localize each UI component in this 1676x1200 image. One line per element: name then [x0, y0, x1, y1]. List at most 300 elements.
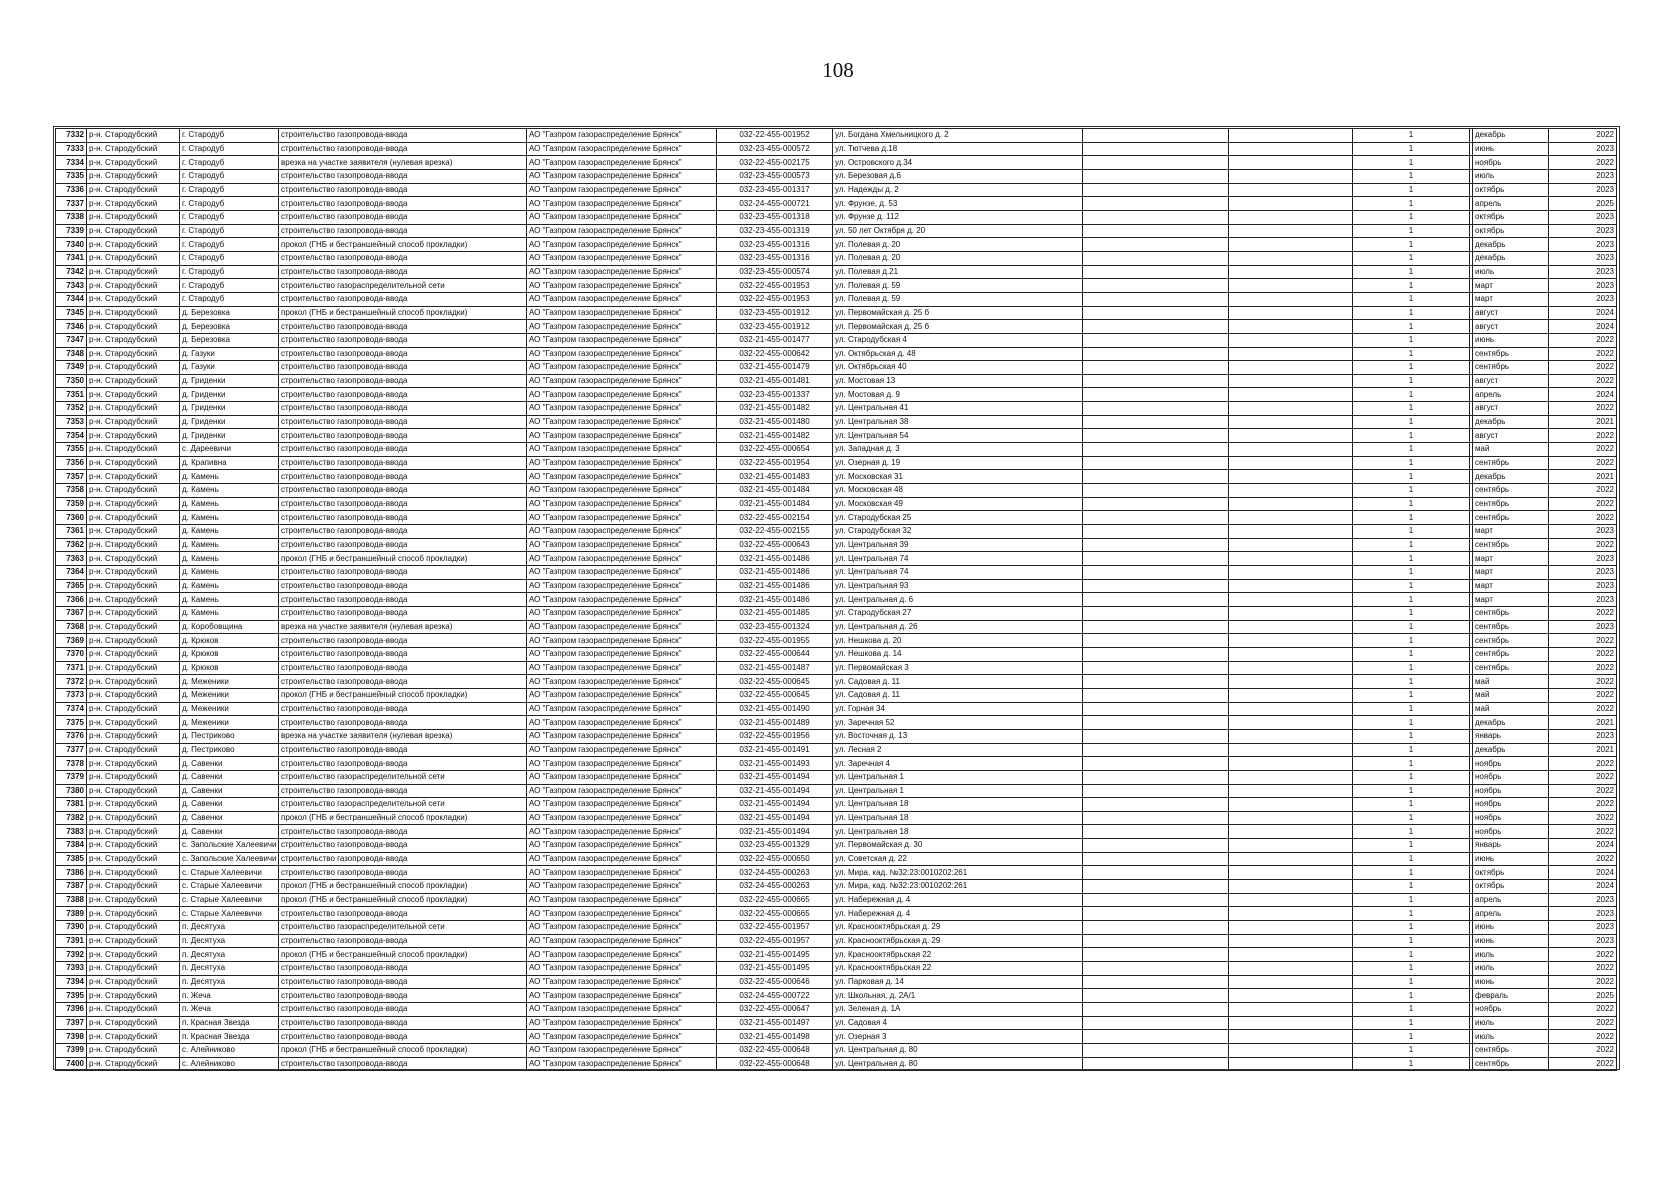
- blank-cell-a: [1083, 320, 1229, 334]
- organization-cell: АО "Газпром газораспределение Брянск": [527, 743, 717, 757]
- organization-cell: АО "Газпром газораспределение Брянск": [527, 593, 717, 607]
- table-row: [56, 552, 1617, 566]
- month-cell: март: [1473, 279, 1549, 293]
- settlement-cell: г. Стародуб: [180, 292, 279, 306]
- year-cell: 2022: [1549, 1030, 1617, 1044]
- district-cell: р-н. Стародубский: [87, 443, 180, 457]
- year-cell: 2022: [1549, 347, 1617, 361]
- work-type-cell: строительство газопровода-ввода: [279, 251, 527, 265]
- organization-cell: АО "Газпром газораспределение Брянск": [527, 948, 717, 962]
- address-cell: ул. Набережная д. 4: [833, 893, 1083, 907]
- row-number-cell: 7345: [56, 306, 87, 320]
- settlement-cell: г. Стародуб: [180, 156, 279, 170]
- organization-cell: АО "Газпром газораспределение Брянск": [527, 142, 717, 156]
- blank-cell-b: [1229, 1016, 1353, 1030]
- settlement-cell: д. Коробовщина: [180, 620, 279, 634]
- blank-cell-a: [1083, 224, 1229, 238]
- application-number-cell: 032-22-455-001952: [717, 129, 833, 143]
- row-number-cell: 7379: [56, 770, 87, 784]
- work-type-cell: строительство газопровода-ввода: [279, 1003, 527, 1017]
- organization-cell: АО "Газпром газораспределение Брянск": [527, 811, 717, 825]
- settlement-cell: д. Крапивна: [180, 456, 279, 470]
- application-number-cell: 032-21-455-001482: [717, 402, 833, 416]
- blank-cell-b: [1229, 306, 1353, 320]
- blank-cell-b: [1229, 1030, 1353, 1044]
- blank-cell-a: [1083, 798, 1229, 812]
- district-cell: р-н. Стародубский: [87, 224, 180, 238]
- month-cell: ноябрь: [1473, 825, 1549, 839]
- row-number-cell: 7396: [56, 1003, 87, 1017]
- year-cell: 2022: [1549, 770, 1617, 784]
- organization-cell: АО "Газпром газораспределение Брянск": [527, 1016, 717, 1030]
- year-cell: 2022: [1549, 1003, 1617, 1017]
- table-row: [56, 538, 1617, 552]
- blank-cell-a: [1083, 279, 1229, 293]
- organization-cell: АО "Газпром газораспределение Брянск": [527, 566, 717, 580]
- month-cell: октябрь: [1473, 210, 1549, 224]
- organization-cell: АО "Газпром газораспределение Брянск": [527, 962, 717, 976]
- month-cell: июль: [1473, 1016, 1549, 1030]
- month-cell: апрель: [1473, 388, 1549, 402]
- work-type-cell: строительство газопровода-ввода: [279, 443, 527, 457]
- address-cell: ул. Центральная 18: [833, 798, 1083, 812]
- blank-cell-a: [1083, 907, 1229, 921]
- month-cell: апрель: [1473, 893, 1549, 907]
- address-cell: ул. Лесная 2: [833, 743, 1083, 757]
- blank-cell-a: [1083, 962, 1229, 976]
- blank-cell-a: [1083, 429, 1229, 443]
- quantity-cell: 1: [1353, 880, 1470, 894]
- blank-cell-b: [1229, 251, 1353, 265]
- blank-cell-b: [1229, 606, 1353, 620]
- table-row: [56, 429, 1617, 443]
- work-type-cell: строительство газопровода-ввода: [279, 197, 527, 211]
- address-cell: ул. Стародубская 25: [833, 511, 1083, 525]
- address-cell: ул. Березовая д.6: [833, 169, 1083, 183]
- work-type-cell: прокол (ГНБ и бестраншейный способ прокладки): [279, 688, 527, 702]
- organization-cell: АО "Газпром газораспределение Брянск": [527, 169, 717, 183]
- blank-cell-b: [1229, 770, 1353, 784]
- address-cell: ул. Краснооктябрьская 22: [833, 962, 1083, 976]
- blank-cell-b: [1229, 497, 1353, 511]
- address-cell: ул. Центральная 93: [833, 579, 1083, 593]
- year-cell: 2022: [1549, 497, 1617, 511]
- quantity-cell: 1: [1353, 333, 1470, 347]
- blank-cell-b: [1229, 948, 1353, 962]
- blank-cell-a: [1083, 716, 1229, 730]
- district-cell: р-н. Стародубский: [87, 661, 180, 675]
- blank-cell-a: [1083, 197, 1229, 211]
- district-cell: р-н. Стародубский: [87, 361, 180, 375]
- application-number-cell: 032-21-455-001498: [717, 1030, 833, 1044]
- blank-cell-a: [1083, 566, 1229, 580]
- table-row: [56, 456, 1617, 470]
- year-cell: 2024: [1549, 839, 1617, 853]
- district-cell: р-н. Стародубский: [87, 566, 180, 580]
- organization-cell: АО "Газпром газораспределение Брянск": [527, 484, 717, 498]
- application-number-cell: 032-21-455-001495: [717, 948, 833, 962]
- year-cell: 2022: [1549, 798, 1617, 812]
- address-cell: ул. Первомайская д. 25 б: [833, 306, 1083, 320]
- address-cell: ул. Центральная д. 80: [833, 1057, 1083, 1071]
- row-number-cell: 7374: [56, 702, 87, 716]
- organization-cell: АО "Газпром газораспределение Брянск": [527, 716, 717, 730]
- row-number-cell: 7397: [56, 1016, 87, 1030]
- settlement-cell: г. Стародуб: [180, 224, 279, 238]
- blank-cell-a: [1083, 306, 1229, 320]
- quantity-cell: 1: [1353, 893, 1470, 907]
- organization-cell: АО "Газпром газораспределение Брянск": [527, 265, 717, 279]
- row-number-cell: 7399: [56, 1043, 87, 1057]
- table-row: [56, 962, 1617, 976]
- settlement-cell: п. Десятуха: [180, 962, 279, 976]
- blank-cell-b: [1229, 388, 1353, 402]
- work-type-cell: строительство газопровода-ввода: [279, 538, 527, 552]
- month-cell: ноябрь: [1473, 811, 1549, 825]
- blank-cell-a: [1083, 183, 1229, 197]
- month-cell: сентябрь: [1473, 1043, 1549, 1057]
- address-cell: ул. Стародубская 4: [833, 333, 1083, 347]
- application-number-cell: 032-21-455-001486: [717, 579, 833, 593]
- address-cell: ул. Тютчева д.18: [833, 142, 1083, 156]
- organization-cell: АО "Газпром газораспределение Брянск": [527, 456, 717, 470]
- month-cell: март: [1473, 566, 1549, 580]
- application-number-cell: 032-21-455-001484: [717, 484, 833, 498]
- row-number-cell: 7363: [56, 552, 87, 566]
- settlement-cell: п. Красная Звезда: [180, 1030, 279, 1044]
- address-cell: ул. Восточная д. 13: [833, 729, 1083, 743]
- blank-cell-a: [1083, 511, 1229, 525]
- row-number-cell: 7370: [56, 647, 87, 661]
- district-cell: р-н. Стародубский: [87, 975, 180, 989]
- application-number-cell: 032-22-455-001957: [717, 921, 833, 935]
- row-number-cell: 7384: [56, 839, 87, 853]
- quantity-cell: 1: [1353, 606, 1470, 620]
- work-type-cell: строительство газопровода-ввода: [279, 702, 527, 716]
- settlement-cell: п. Десятуха: [180, 934, 279, 948]
- district-cell: р-н. Стародубский: [87, 429, 180, 443]
- row-number-cell: 7337: [56, 197, 87, 211]
- address-cell: ул. Центральная д. 26: [833, 620, 1083, 634]
- district-cell: р-н. Стародубский: [87, 470, 180, 484]
- table-row: [56, 566, 1617, 580]
- application-number-cell: 032-21-455-001494: [717, 825, 833, 839]
- settlement-cell: г. Стародуб: [180, 197, 279, 211]
- settlement-cell: д. Камень: [180, 593, 279, 607]
- table-row: [56, 306, 1617, 320]
- settlement-cell: д. Камень: [180, 470, 279, 484]
- settlement-cell: д. Гриденки: [180, 429, 279, 443]
- blank-cell-b: [1229, 443, 1353, 457]
- settlement-cell: г. Стародуб: [180, 142, 279, 156]
- organization-cell: АО "Газпром газораспределение Брянск": [527, 374, 717, 388]
- table-row: [56, 497, 1617, 511]
- address-cell: ул. Краснооктябрьская д. 29: [833, 921, 1083, 935]
- address-cell: ул. Центральная 1: [833, 770, 1083, 784]
- organization-cell: АО "Газпром газораспределение Брянск": [527, 224, 717, 238]
- work-type-cell: строительство газопровода-ввода: [279, 347, 527, 361]
- blank-cell-b: [1229, 798, 1353, 812]
- address-cell: ул. Садовая д. 11: [833, 688, 1083, 702]
- blank-cell-b: [1229, 238, 1353, 252]
- quantity-cell: 1: [1353, 511, 1470, 525]
- blank-cell-b: [1229, 743, 1353, 757]
- row-number-cell: 7342: [56, 265, 87, 279]
- quantity-cell: 1: [1353, 484, 1470, 498]
- table-row: [56, 265, 1617, 279]
- row-number-cell: 7343: [56, 279, 87, 293]
- settlement-cell: с. Дареевичи: [180, 443, 279, 457]
- table-row: [56, 361, 1617, 375]
- settlement-cell: д. Березовка: [180, 306, 279, 320]
- row-number-cell: 7332: [56, 129, 87, 143]
- work-type-cell: врезка на участке заявителя (нулевая врезка): [279, 729, 527, 743]
- district-cell: р-н. Стародубский: [87, 1016, 180, 1030]
- application-number-cell: 032-21-455-001479: [717, 361, 833, 375]
- month-cell: август: [1473, 374, 1549, 388]
- quantity-cell: 1: [1353, 388, 1470, 402]
- row-number-cell: 7367: [56, 606, 87, 620]
- blank-cell-a: [1083, 661, 1229, 675]
- table-row: [56, 470, 1617, 484]
- year-cell: 2022: [1549, 333, 1617, 347]
- month-cell: июнь: [1473, 852, 1549, 866]
- district-cell: р-н. Стародубский: [87, 415, 180, 429]
- application-number-cell: 032-21-455-001491: [717, 743, 833, 757]
- work-type-cell: строительство газопровода-ввода: [279, 825, 527, 839]
- year-cell: 2023: [1549, 934, 1617, 948]
- quantity-cell: 1: [1353, 415, 1470, 429]
- settlement-cell: д. Березовка: [180, 333, 279, 347]
- application-number-cell: 032-22-455-000643: [717, 538, 833, 552]
- settlement-cell: д. Камень: [180, 484, 279, 498]
- table-row: [56, 1003, 1617, 1017]
- address-cell: ул. Стародубская 27: [833, 606, 1083, 620]
- year-cell: 2022: [1549, 156, 1617, 170]
- register-body: [56, 129, 1617, 1071]
- application-number-cell: 032-22-455-002154: [717, 511, 833, 525]
- month-cell: январь: [1473, 729, 1549, 743]
- blank-cell-a: [1083, 361, 1229, 375]
- district-cell: р-н. Стародубский: [87, 525, 180, 539]
- year-cell: 2022: [1549, 484, 1617, 498]
- quantity-cell: 1: [1353, 757, 1470, 771]
- blank-cell-b: [1229, 484, 1353, 498]
- row-number-cell: 7386: [56, 866, 87, 880]
- address-cell: ул. Московская 48: [833, 484, 1083, 498]
- blank-cell-b: [1229, 1057, 1353, 1071]
- quantity-cell: 1: [1353, 743, 1470, 757]
- district-cell: р-н. Стародубский: [87, 852, 180, 866]
- address-cell: ул. Центральная 74: [833, 566, 1083, 580]
- blank-cell-b: [1229, 579, 1353, 593]
- table-row: [56, 921, 1617, 935]
- work-type-cell: строительство газопровода-ввода: [279, 142, 527, 156]
- quantity-cell: 1: [1353, 620, 1470, 634]
- organization-cell: АО "Газпром газораспределение Брянск": [527, 1003, 717, 1017]
- organization-cell: АО "Газпром газораспределение Брянск": [527, 388, 717, 402]
- organization-cell: АО "Газпром газораспределение Брянск": [527, 347, 717, 361]
- year-cell: 2022: [1549, 825, 1617, 839]
- district-cell: р-н. Стародубский: [87, 306, 180, 320]
- table-row: [56, 511, 1617, 525]
- blank-cell-b: [1229, 210, 1353, 224]
- month-cell: сентябрь: [1473, 647, 1549, 661]
- application-number-cell: 032-21-455-001490: [717, 702, 833, 716]
- application-number-cell: 032-22-455-001956: [717, 729, 833, 743]
- organization-cell: АО "Газпром газораспределение Брянск": [527, 661, 717, 675]
- blank-cell-b: [1229, 688, 1353, 702]
- district-cell: р-н. Стародубский: [87, 989, 180, 1003]
- district-cell: р-н. Стародубский: [87, 825, 180, 839]
- register-table: [55, 128, 1617, 1071]
- work-type-cell: строительство газопровода-ввода: [279, 606, 527, 620]
- application-number-cell: 032-23-455-001316: [717, 238, 833, 252]
- table-row: [56, 839, 1617, 853]
- year-cell: 2023: [1549, 525, 1617, 539]
- quantity-cell: 1: [1353, 156, 1470, 170]
- row-number-cell: 7394: [56, 975, 87, 989]
- month-cell: сентябрь: [1473, 634, 1549, 648]
- table-row: [56, 593, 1617, 607]
- organization-cell: АО "Газпром газораспределение Брянск": [527, 757, 717, 771]
- quantity-cell: 1: [1353, 975, 1470, 989]
- year-cell: 2022: [1549, 975, 1617, 989]
- organization-cell: АО "Газпром газораспределение Брянск": [527, 579, 717, 593]
- table-row: [56, 688, 1617, 702]
- table-row: [56, 579, 1617, 593]
- district-cell: р-н. Стародубский: [87, 238, 180, 252]
- district-cell: р-н. Стародубский: [87, 320, 180, 334]
- blank-cell-b: [1229, 893, 1353, 907]
- organization-cell: АО "Газпром газораспределение Брянск": [527, 784, 717, 798]
- application-number-cell: 032-21-455-001494: [717, 798, 833, 812]
- table-row: [56, 811, 1617, 825]
- blank-cell-b: [1229, 511, 1353, 525]
- table-row: [56, 948, 1617, 962]
- application-number-cell: 032-21-455-001497: [717, 1016, 833, 1030]
- district-cell: р-н. Стародубский: [87, 1030, 180, 1044]
- district-cell: р-н. Стародубский: [87, 142, 180, 156]
- district-cell: р-н. Стародубский: [87, 1043, 180, 1057]
- application-number-cell: 032-21-455-001495: [717, 962, 833, 976]
- address-cell: ул. Московская 49: [833, 497, 1083, 511]
- year-cell: 2023: [1549, 921, 1617, 935]
- quantity-cell: 1: [1353, 716, 1470, 730]
- application-number-cell: 032-23-455-001912: [717, 306, 833, 320]
- table-row: [56, 197, 1617, 211]
- table-row: [56, 798, 1617, 812]
- row-number-cell: 7381: [56, 798, 87, 812]
- table-row: [56, 661, 1617, 675]
- settlement-cell: г. Стародуб: [180, 251, 279, 265]
- settlement-cell: г. Стародуб: [180, 129, 279, 143]
- year-cell: 2022: [1549, 661, 1617, 675]
- blank-cell-a: [1083, 675, 1229, 689]
- quantity-cell: 1: [1353, 811, 1470, 825]
- work-type-cell: строительство газопровода-ввода: [279, 470, 527, 484]
- work-type-cell: строительство газопровода-ввода: [279, 743, 527, 757]
- blank-cell-a: [1083, 989, 1229, 1003]
- quantity-cell: 1: [1353, 1043, 1470, 1057]
- quantity-cell: 1: [1353, 784, 1470, 798]
- row-number-cell: 7365: [56, 579, 87, 593]
- blank-cell-a: [1083, 839, 1229, 853]
- blank-cell-a: [1083, 265, 1229, 279]
- month-cell: июнь: [1473, 934, 1549, 948]
- address-cell: ул. Фрунзе д. 112: [833, 210, 1083, 224]
- organization-cell: АО "Газпром газораспределение Брянск": [527, 525, 717, 539]
- settlement-cell: д. Гриденки: [180, 402, 279, 416]
- organization-cell: АО "Газпром газораспределение Брянск": [527, 183, 717, 197]
- blank-cell-b: [1229, 456, 1353, 470]
- blank-cell-b: [1229, 538, 1353, 552]
- address-cell: ул. Парковая д. 14: [833, 975, 1083, 989]
- district-cell: р-н. Стародубский: [87, 197, 180, 211]
- blank-cell-a: [1083, 948, 1229, 962]
- settlement-cell: с. Старые Халеевичи: [180, 880, 279, 894]
- organization-cell: АО "Газпром газораспределение Брянск": [527, 538, 717, 552]
- application-number-cell: 032-22-455-000642: [717, 347, 833, 361]
- row-number-cell: 7376: [56, 729, 87, 743]
- application-number-cell: 032-24-455-000263: [717, 880, 833, 894]
- year-cell: 2022: [1549, 1043, 1617, 1057]
- application-number-cell: 032-22-455-001953: [717, 292, 833, 306]
- address-cell: ул. Первомайская д. 30: [833, 839, 1083, 853]
- year-cell: 2023: [1549, 893, 1617, 907]
- work-type-cell: строительство газопровода-ввода: [279, 456, 527, 470]
- address-cell: ул. Заречная 52: [833, 716, 1083, 730]
- year-cell: 2022: [1549, 852, 1617, 866]
- organization-cell: АО "Газпром газораспределение Брянск": [527, 210, 717, 224]
- year-cell: 2023: [1549, 210, 1617, 224]
- month-cell: март: [1473, 552, 1549, 566]
- settlement-cell: д. Березовка: [180, 320, 279, 334]
- quantity-cell: 1: [1353, 443, 1470, 457]
- blank-cell-b: [1229, 1043, 1353, 1057]
- blank-cell-a: [1083, 880, 1229, 894]
- settlement-cell: п. Жеча: [180, 1003, 279, 1017]
- settlement-cell: д. Меженики: [180, 702, 279, 716]
- settlement-cell: с. Старые Халеевичи: [180, 893, 279, 907]
- year-cell: 2022: [1549, 757, 1617, 771]
- blank-cell-a: [1083, 702, 1229, 716]
- month-cell: апрель: [1473, 907, 1549, 921]
- settlement-cell: с. Запольские Халеевичи: [180, 839, 279, 853]
- organization-cell: АО "Газпром газораспределение Брянск": [527, 361, 717, 375]
- work-type-cell: прокол (ГНБ и бестраншейный способ прокладки): [279, 306, 527, 320]
- quantity-cell: 1: [1353, 702, 1470, 716]
- month-cell: декабрь: [1473, 470, 1549, 484]
- row-number-cell: 7361: [56, 525, 87, 539]
- blank-cell-b: [1229, 402, 1353, 416]
- month-cell: сентябрь: [1473, 484, 1549, 498]
- month-cell: октябрь: [1473, 224, 1549, 238]
- district-cell: р-н. Стародубский: [87, 484, 180, 498]
- district-cell: р-н. Стародубский: [87, 333, 180, 347]
- year-cell: 2022: [1549, 402, 1617, 416]
- blank-cell-b: [1229, 880, 1353, 894]
- month-cell: март: [1473, 525, 1549, 539]
- year-cell: 2024: [1549, 866, 1617, 880]
- blank-cell-b: [1229, 429, 1353, 443]
- blank-cell-a: [1083, 443, 1229, 457]
- settlement-cell: д. Камень: [180, 525, 279, 539]
- month-cell: май: [1473, 443, 1549, 457]
- settlement-cell: д. Меженики: [180, 688, 279, 702]
- address-cell: ул. Нешкова д. 20: [833, 634, 1083, 648]
- district-cell: р-н. Стародубский: [87, 402, 180, 416]
